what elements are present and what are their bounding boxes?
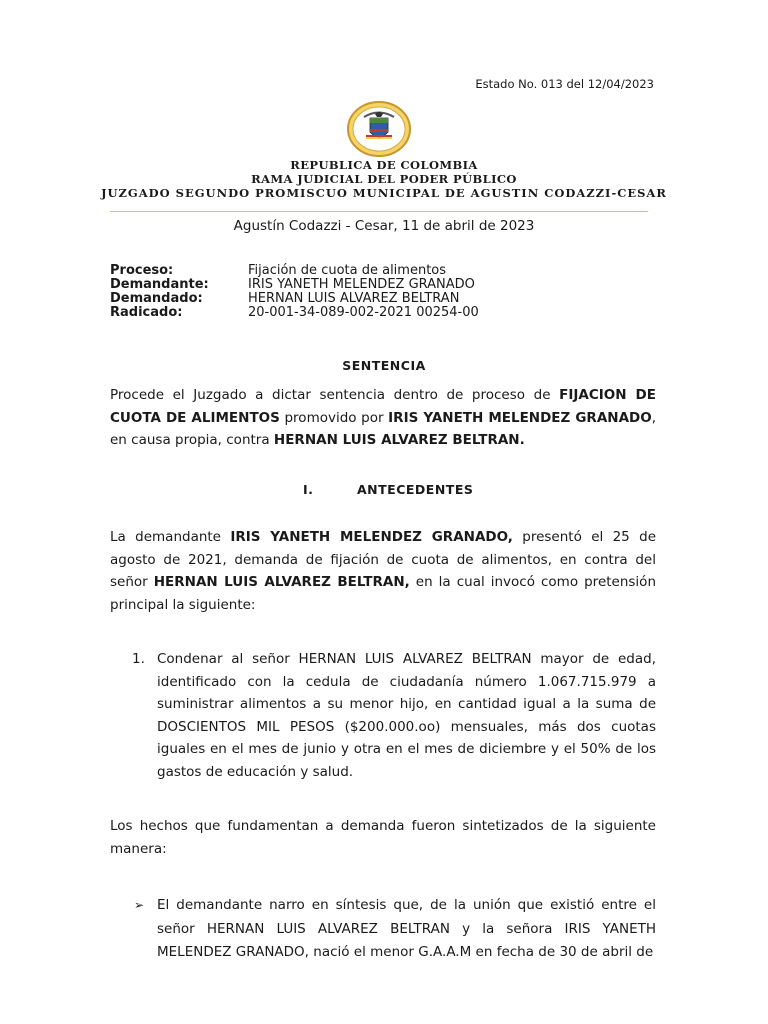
intro-bold-demandante: IRIS YANETH MELENDEZ GRANADO [388,409,652,426]
section-number: I. [303,482,314,497]
intro-text: , en causa propia, contra [110,409,656,448]
estado-reference: Estado No. 013 del 12/04/2023 [475,77,654,91]
arrow-bullet-icon: ➢ [134,898,145,912]
pretension-text: Condenar al señor HERNAN LUIS ALVAREZ BELTRAN mayor de edad, identificado con la cedula de ciudadanía número 1.067.715.979 a suministrar alimentos a su menor hijo, en cantidad igual a la suma de DOSCIENTOS MIL PESOS ($200.000.oo) mensuales, más dos cuotas iguales en el mes de junio y otra en el mes de diciembre y el 50% de los gastos de educación y salud. [157,651,656,780]
antecedentes-bold-demandado: HERNAN LUIS ALVAREZ BELTRAN, [153,574,410,590]
meta-row-demandado [110,292,479,306]
antecedentes-paragraph [110,526,656,616]
meta-label: Radicado: [110,305,183,320]
hecho-text: El demandante narro en síntesis que, de la unión que existió entre el señor HERNAN LUIS ALVAREZ BELTRAN y la señora IRIS YANETH MELENDEZ GRANADO, nació el menor G.A.A.M en fecha de 30 de abril de [157,897,656,960]
meta-value: Fijación de cuota de alimentos [248,263,447,278]
section-title: ANTECEDENTES [357,482,474,497]
header-line-rama-judicial: RAMA JUDICIAL DEL PODER PÚBLICO [251,172,517,186]
header-divider [110,211,648,212]
meta-row-proceso [110,264,479,278]
antecedentes-text: presentó el 25 de agosto de 2021, demanda de fijación de cuota de alimentos, en contra del señor [110,529,656,590]
meta-label: Demandante: [110,277,209,292]
intro-text: Procede el Juzgado a dictar sentencia dentro de proceso de [110,387,560,403]
place-and-date: Agustín Codazzi - Cesar, 11 de abril de 2023 [233,218,535,234]
hecho-bullet-item [132,894,656,965]
meta-value: 20-001-34-089-002-2021 00254-00 [248,305,479,320]
meta-label: Demandado: [110,291,203,306]
list-number: 1. [132,651,145,667]
intro-bold-demandado: HERNAN LUIS ALVAREZ BELTRAN. [273,432,525,448]
document-header [0,158,768,200]
intro-text: promovido por [279,409,389,426]
document-title: SENTENCIA [342,358,426,373]
antecedentes-bold-demandante: IRIS YANETH MELENDEZ GRANADO, [230,529,513,545]
antecedentes-text: La demandante [110,529,231,545]
colombia-coat-of-arms-seal [346,100,412,158]
hechos-intro-paragraph: Los hechos que fundamentan a demanda fueron sintetizados de la siguiente manera: [110,818,656,857]
header-line-republica: REPUBLICA DE COLOMBIA [290,158,478,172]
pretension-list-item [132,648,656,783]
meta-label: Proceso: [110,263,174,278]
intro-paragraph [110,384,656,452]
meta-value: HERNAN LUIS ALVAREZ BELTRAN [248,291,460,306]
case-metadata [110,264,479,320]
meta-row-radicado [110,306,479,320]
meta-value: IRIS YANETH MELENDEZ GRANADO [248,277,475,292]
meta-row-demandante [110,278,479,292]
header-line-juzgado: JUZGADO SEGUNDO PROMISCUO MUNICIPAL DE AGUSTIN CODAZZI-CESAR [101,186,667,200]
antecedentes-text: en la cual invocó como pretensión principal la siguiente: [110,574,657,613]
intro-bold-process: FIJACION DE CUOTA DE ALIMENTOS [110,387,656,426]
